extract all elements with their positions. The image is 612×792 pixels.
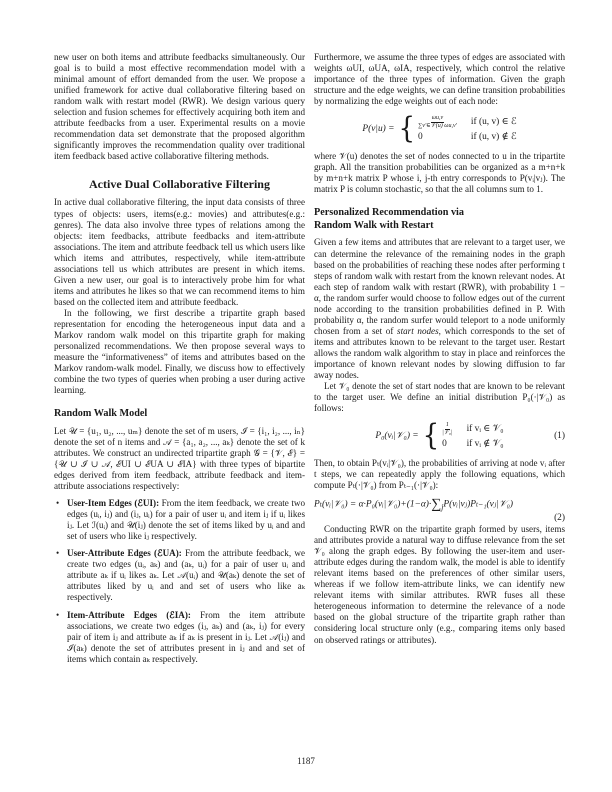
edge-weights-paragraph: Furthermore, we assume the three types of edges are associated with weights ωUI, ωUA, ωIA, respectively, which control the relative importance of the three types of information. Given the graph structure and the edge weights, we can define transition probabilities by normalizing the edge weights out of each node: [314, 52, 565, 107]
intro-paragraph: new user on both items and attribute feedbacks simultaneously. Our goal is to build a most effective recommendation model with a minimal amount of effort demanded from the user. We propose a unified framework for active dual collaborative filtering based on random walk with restart model (RWR). We design various query selection and fusion schemes for effectively acquiring both item and attribute feedbacks from a user. Experimental results on a movie recommendation data set demonstrate that the proposed algorithm significantly improves the recommendation quality over traditional item feedback based active collaborative filtering methods. [54, 52, 305, 162]
left-brace-icon: { [398, 112, 416, 146]
bullet-text: From the item attribute associations, we create two edges (iⱼ, aₖ) and (aₖ, iⱼ) for every pair of item iⱼ and attribute aₖ if aₖ is present in iⱼ. Let 𝒜(iⱼ) and ℐ(aₖ) denote the set of attributes present in iⱼ and and set of items which contain aₖ respectively. [67, 609, 305, 664]
case-2-value: 0 [442, 439, 447, 450]
start-nodes-paragraph: Let 𝒱₀ denote the set of start nodes that are known to be relevant to the target user. We define an initial distribution P₀(·|𝒱₀) as follows: [314, 381, 565, 414]
left-brace-icon: { [422, 419, 440, 453]
summation-index: j [441, 502, 444, 512]
equation-cases [442, 422, 503, 450]
equation-1 [314, 419, 565, 453]
edge-types-list [54, 498, 305, 665]
fraction [418, 115, 457, 130]
equation-cases [418, 115, 517, 143]
rwr-conclusion-paragraph: Conducting RWR on the tripartite graph formed by users, items and attributes provide a natural way to diffuse relevance from the set 𝒱₀ along the graph edges. By following the user-item and user-attribute edges during the random walk, the model is able to identify relevant items based on the preferences of other similar users, whereas if we follow item-attribute links, we can identify new relevant items with similar attributes. RWR fuses all these heterogeneous information to determine the relevance of a node based on the global structure of the tripartite graph rather than considering local structure only (e.g., comparing items only based on observed ratings or attributes). [314, 524, 565, 645]
equation-lhs: P₀(vᵢ|𝒱₀) = [375, 430, 419, 441]
case-2-value: 0 [418, 132, 423, 143]
list-item-user-item-edges [54, 498, 305, 542]
iteration-paragraph: Then, to obtain Pₜ(vᵢ|𝒱₀), the probabilities of arriving at node vᵢ after t steps, we can repeatedly apply the following equations, which compute Pₜ(·|𝒱₀) from Pₜ₋₁(·|𝒱₀): [314, 458, 565, 491]
rwr-text-a: Given a few items and attributes that are relevant to a target user, we can determine the relevance of the remaining nodes in the graph based on the probabilities of reaching these nodes after performing t steps of random walk with restart from the known relevant nodes. At each step of random walk with restart (RWR), with probability 1 − α, the random surfer would choose to follow edges out of the current node according to the transition probabilities defined in P. With probability α, the random surfer would teleport to a node uniformly chosen from a set of [314, 237, 565, 336]
equation-lhs: Pₜ(vᵢ|𝒱₀) = α·P₀(vᵢ|𝒱₀)+(1−α)· [314, 500, 432, 511]
case-1-condition: if (u, v) ∈ ℰ [470, 117, 517, 128]
summation-icon: ∑ [431, 497, 442, 513]
bullet-text: From the attribute feedback, we create two edges (uᵢ, aₖ) and (aₖ, uᵢ) for a pair of user uᵢ and attribute aₖ if uᵢ likes aₖ. Let 𝒜(uᵢ) and 𝒰(aₖ) denote the set of attributes liked by uᵢ and and set of users who like aₖ respectively. [67, 548, 305, 603]
denominator: |𝒱₀| [442, 430, 453, 437]
left-column [54, 52, 305, 671]
list-item-item-attribute-edges [54, 610, 305, 665]
start-nodes-emphasis: start nodes [397, 325, 439, 336]
subsection-title-line-2: Random Walk with Restart [314, 219, 434, 231]
equation-rhs: P(vᵢ|vⱼ)Pₜ₋₁(vⱼ|𝒱₀) [443, 500, 514, 511]
bullet-label: User-Item Edges (ℰUI): [67, 498, 160, 509]
denominator: ∑v′∈𝒱(u) ωu,v′ [418, 123, 457, 130]
matrix-paragraph: where 𝒱(u) denotes the set of nodes connected to u in the tripartite graph. All the transition probabilities can be organized as a m+n+k by m+n+k matrix P whose i, j-th entry corresponds to P(vᵢ|vⱼ). The matrix P is column stochastic, so that the all columns sum to 1. [314, 151, 565, 195]
rwr-paragraph [314, 237, 565, 381]
numerator: 1 [445, 422, 449, 429]
random-walk-paragraph: Let 𝒰 = {u₁, u₂, ..., uₘ} denote the set of m users, ℐ = {i₁, i₂, ..., iₙ} denote the set of n items and 𝒜 = {a₁, a₂, ..., aₖ} denote the set of k attributes. We construct an undirected tripartite graph 𝒢 = {𝒱, ℰ} = {𝒰 ∪ ℐ ∪ 𝒜, ℰUI ∪ ℰUA ∪ ℰIA} with three types of bipartite edges derived from item feedback, attribute feedback and item-attribute associations respectively: [54, 425, 305, 492]
section-paragraph-1: In active dual collaborative filtering, the input data consists of three types of objects: users, items(e.g.: movies) and attributes(e.g.: genres). The data also involve three types of relations among the objects: item feedbacks, attribute feedbacks and item-attribute associations. The item and attribute feedback tell us which users like which items and attributes, respectively, while item-attribute associations tell us which attributes are present in which items. Given a new user, our goal is to interactively probe him for what items and attributes he likes so that we can recommend items to him based on the collected item and attribute feedback. [54, 197, 305, 307]
equation-number: (2) [554, 513, 565, 524]
subsection-title-random-walk: Random Walk Model [54, 408, 148, 420]
transition-probability-equation [314, 112, 565, 146]
numerator: ωu,v [431, 115, 444, 122]
equation-2 [314, 499, 565, 524]
section-paragraph-2: In the following, we first describe a tripartite graph based representation for encoding the heterogeneous input data and a Markov random walk model on this tripartite graph for making personalized recommendations. We then propose several ways to measure the “informativeness” of items and attributes based on the Markov random-walk model. Finally, we discuss how to effectively combine the two types of queries when probing a user during active learning. [54, 307, 305, 396]
fraction [442, 422, 452, 437]
right-column [314, 52, 565, 646]
case-2-condition: if vᵢ ∉ 𝒱₀ [466, 439, 504, 450]
case-2-condition: if (u, v) ∉ ℰ [470, 132, 517, 143]
bullet-text: From the item feedback, we create two edges (uᵢ, iⱼ) and (iⱼ, uᵢ) for a pair of user uᵢ and item iⱼ if uᵢ likes iⱼ. Let ℐ(uᵢ) and 𝒰(iⱼ) denote the set of items liked by uᵢ and and set of users who like iⱼ respectively. [67, 498, 305, 542]
bullet-label: Item-Attribute Edges (ℰIA): [67, 609, 191, 620]
rwr-text-b: , which corresponds to the set of items and attributes known to be relevant to the target user. Restart allows the random walk algorithm to stay in place and reinforces the importance of known relevant nodes by slowing diffusion to far away nodes. [314, 325, 565, 381]
section-title: Active Dual Collaborative Filtering [89, 177, 270, 192]
case-1-condition: if vᵢ ∈ 𝒱₀ [466, 424, 504, 435]
subsection-title-rwr [314, 207, 565, 232]
equation-lhs: P(v|u) = [362, 123, 395, 134]
bullet-label: User-Attribute Edges (ℰUA): [67, 548, 182, 559]
subsection-title-line-1: Personalized Recommendation via [314, 207, 464, 219]
equation-number: (1) [554, 430, 565, 441]
list-item-user-attribute-edges [54, 548, 305, 603]
page-number: 1187 [297, 756, 315, 766]
